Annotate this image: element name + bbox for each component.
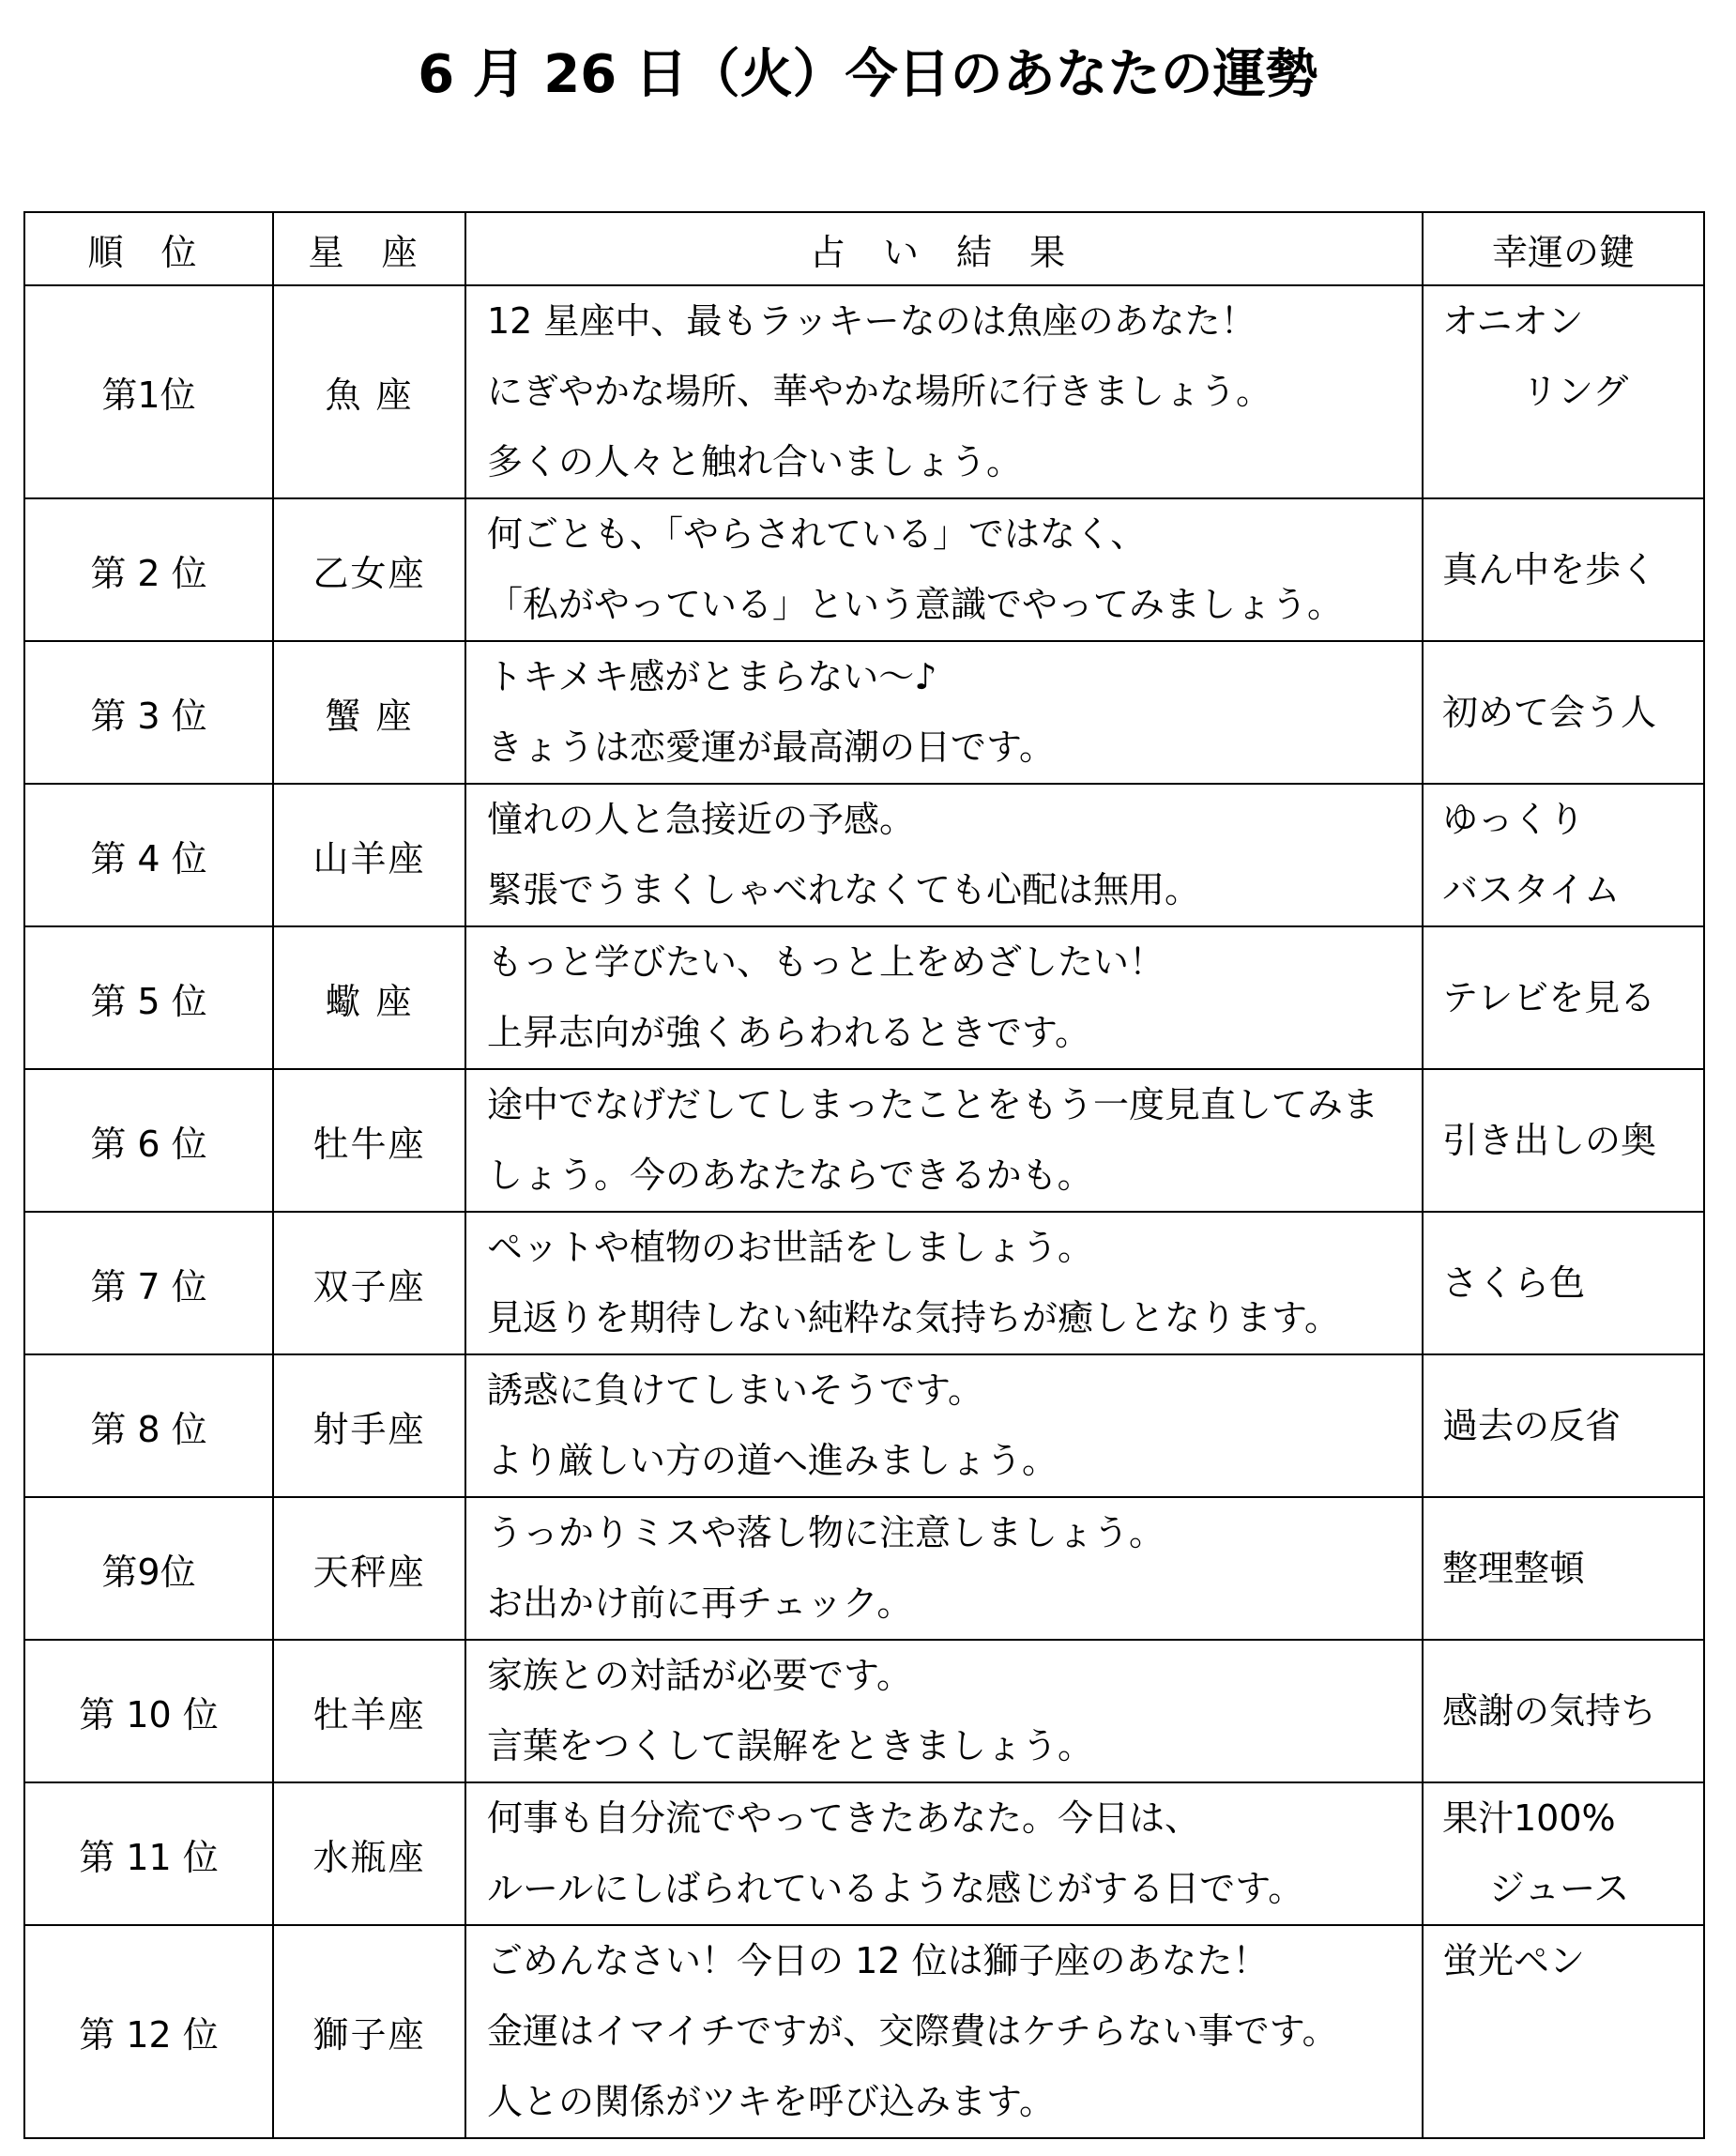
key-line: ジュース xyxy=(1489,1868,1630,1909)
result-cell xyxy=(465,784,1423,926)
rank-cell: 第 4 位 xyxy=(24,784,273,926)
key-cell xyxy=(1423,1069,1704,1212)
result-line: うっかりミスや落し物に注意しましょう。 xyxy=(487,1512,1165,1553)
rank-cell: 第 5 位 xyxy=(24,926,273,1069)
key-line: 過去の反省 xyxy=(1442,1404,1622,1446)
rank-cell: 第 3 位 xyxy=(24,641,273,784)
key-line: 引き出しの奥 xyxy=(1442,1119,1657,1161)
table-row xyxy=(24,1354,1704,1497)
key-cell xyxy=(1423,641,1704,784)
result-cell xyxy=(465,1212,1423,1354)
result-line: 多くの人々と触れ合いましょう。 xyxy=(487,441,1023,482)
result-cell xyxy=(465,498,1423,641)
table-row xyxy=(24,926,1704,1069)
result-cell xyxy=(465,1069,1423,1212)
table-row xyxy=(24,784,1704,926)
rank-cell: 第 12 位 xyxy=(24,1925,273,2138)
sign-cell: 双子座 xyxy=(273,1212,465,1354)
result-line: 誘惑に負けてしまいそうです。 xyxy=(487,1369,983,1411)
result-line: にぎやかな場所、華やかな場所に行きましょう。 xyxy=(487,371,1272,412)
table-row xyxy=(24,1640,1704,1782)
table-header-row xyxy=(24,212,1704,285)
sign-cell: 牡羊座 xyxy=(273,1640,465,1782)
key-cell xyxy=(1423,498,1704,641)
result-cell xyxy=(465,641,1423,784)
result-line: トキメキ感がとまらない～♪ xyxy=(487,656,937,697)
rank-cell: 第1位 xyxy=(24,285,273,498)
result-line: しょう。今のあなたならできるかも。 xyxy=(487,1154,1093,1196)
key-line: テレビを見る xyxy=(1442,976,1656,1018)
key-cell xyxy=(1423,285,1704,498)
rank-cell: 第 8 位 xyxy=(24,1354,273,1497)
key-line: オニオン xyxy=(1442,300,1584,342)
key-line: 整理整頓 xyxy=(1442,1547,1586,1589)
key-line: 果汁100% xyxy=(1442,1797,1616,1839)
rank-cell: 第 2 位 xyxy=(24,498,273,641)
table-row xyxy=(24,1212,1704,1354)
sign-cell: 山羊座 xyxy=(273,784,465,926)
key-cell xyxy=(1423,926,1704,1069)
rank-cell: 第 7 位 xyxy=(24,1212,273,1354)
key-line: リング xyxy=(1522,371,1629,412)
header-rank: 順 位 xyxy=(24,212,273,285)
key-line: 蛍光ペン xyxy=(1442,1940,1586,1981)
key-line: 真ん中を歩く xyxy=(1442,548,1657,590)
result-line: 見返りを期待しない純粋な気持ちが癒しとなります。 xyxy=(487,1297,1340,1338)
rank-cell: 第9位 xyxy=(24,1497,273,1640)
table-row xyxy=(24,285,1704,498)
result-line: ペットや植物のお世話をしましょう。 xyxy=(487,1227,1094,1268)
result-line: 「私がやっている」という意識でやってみましょう。 xyxy=(487,584,1344,625)
sign-cell: 射手座 xyxy=(273,1354,465,1497)
table-row xyxy=(24,1069,1704,1212)
result-line: 人との関係がツキを呼び込みます。 xyxy=(487,2081,1055,2122)
result-line: 上昇志向が強くあらわれるときです。 xyxy=(487,1012,1090,1053)
sign-cell: 魚 座 xyxy=(273,285,465,498)
table-row xyxy=(24,1925,1704,2138)
sign-cell: 獅子座 xyxy=(273,1925,465,2138)
result-line: ごめんなさい！今日の 12 位は獅子座のあなた！ xyxy=(487,1940,1269,1981)
table-row xyxy=(24,1782,1704,1925)
sign-cell: 蟹 座 xyxy=(273,641,465,784)
result-cell xyxy=(465,1354,1423,1497)
key-cell xyxy=(1423,1212,1704,1354)
key-cell xyxy=(1423,1925,1704,2138)
sign-cell: 天秤座 xyxy=(273,1497,465,1640)
result-line: 12 星座中、最もラッキーなのは魚座のあなた！ xyxy=(487,300,1256,342)
header-key: 幸運の鍵 xyxy=(1423,212,1704,285)
rank-cell: 第 11 位 xyxy=(24,1782,273,1925)
sign-cell: 乙女座 xyxy=(273,498,465,641)
table-row xyxy=(24,1497,1704,1640)
result-cell xyxy=(465,1497,1423,1640)
key-line: 感謝の気持ち xyxy=(1442,1690,1657,1732)
key-cell xyxy=(1423,1640,1704,1782)
result-cell xyxy=(465,926,1423,1069)
result-cell xyxy=(465,285,1423,498)
result-line: 途中でなげだしてしまったことをもう一度見直してみま xyxy=(487,1084,1379,1125)
key-line: さくら色 xyxy=(1442,1261,1586,1304)
page-title: 6 月 26 日（火）今日のあなたの運勢 xyxy=(418,44,1318,105)
sign-cell: 蠍 座 xyxy=(273,926,465,1069)
result-cell xyxy=(465,1925,1423,2138)
rank-cell: 第 10 位 xyxy=(24,1640,273,1782)
fortune-table xyxy=(23,211,1705,2139)
key-cell xyxy=(1423,784,1704,926)
result-cell xyxy=(465,1640,1423,1782)
result-line: 言葉をつくして誤解をときましょう。 xyxy=(487,1725,1094,1766)
header-sign: 星 座 xyxy=(273,212,465,285)
result-line: ルールにしばられているような感じがする日です。 xyxy=(487,1868,1304,1909)
rank-cell: 第 6 位 xyxy=(24,1069,273,1212)
result-line: お出かけ前に再チェック。 xyxy=(487,1583,913,1624)
key-line: バスタイム xyxy=(1442,869,1621,910)
key-line: ゆっくり xyxy=(1442,799,1585,840)
sign-cell: 水瓶座 xyxy=(273,1782,465,1925)
result-line: 金運はイマイチですが、交際費はケチらない事です。 xyxy=(487,2011,1338,2052)
sign-cell: 牡牛座 xyxy=(273,1069,465,1212)
result-line: 緊張でうまくしゃべれなくても心配は無用。 xyxy=(487,869,1201,910)
key-line: 初めて会う人 xyxy=(1442,691,1657,733)
header-result: 占 い 結 果 xyxy=(465,212,1423,285)
result-line: きょうは恋愛運が最高潮の日です。 xyxy=(487,726,1055,768)
result-line: より厳しい方の道へ進みましょう。 xyxy=(487,1440,1058,1481)
key-cell xyxy=(1423,1782,1704,1925)
table-row xyxy=(24,641,1704,784)
result-line: 家族との対話が必要です。 xyxy=(487,1655,912,1696)
result-cell xyxy=(465,1782,1423,1925)
key-cell xyxy=(1423,1497,1704,1640)
result-line: 何ごとも、「やらされている」ではなく、 xyxy=(487,513,1147,555)
result-line: 憧れの人と急接近の予感。 xyxy=(487,799,916,840)
table-row xyxy=(24,498,1704,641)
key-cell xyxy=(1423,1354,1704,1497)
result-line: もっと学びたい、もっと上をめざしたい！ xyxy=(487,941,1165,983)
result-line: 何事も自分流でやってきたあなた。今日は、 xyxy=(487,1797,1201,1839)
